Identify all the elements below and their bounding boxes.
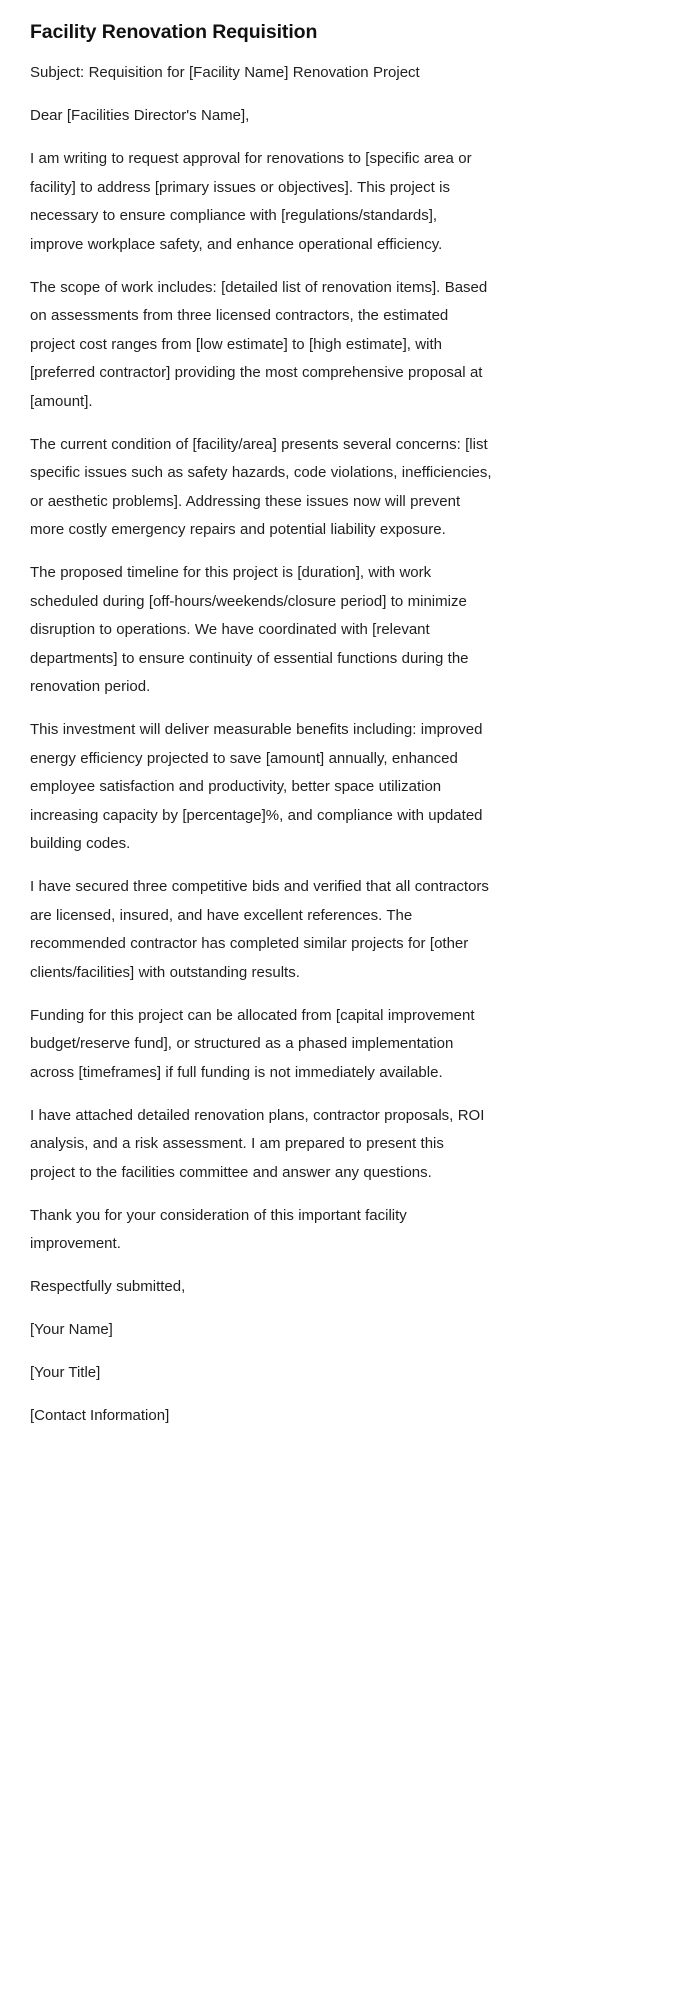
body-paragraph-6: I have secured three competitive bids and verified that all contractors are licensed, insured, and have excellent references. The recommended contractor has completed similar projects for [other clients/facilities] with outstanding results. <box>30 878 489 981</box>
body-paragraph-7: Funding for this project can be allocated from [capital improvement budget/reserve fund], or structured as a phased implementation across [timeframes] if full funding is not immediately available. <box>30 1006 475 1081</box>
signature-title: [Your Title] <box>30 1364 101 1381</box>
body-paragraph-4: The proposed timeline for this project is [duration], with work scheduled during [off-hours/weekends/closure period] to minimize disruption to operations. We have coordinated with [relevant departments] to ensure continuity of essential functions during the renovation period. <box>30 564 469 695</box>
page-title: Facility Renovation Requisition <box>30 21 318 43</box>
signature-name: [Your Name] <box>30 1321 113 1338</box>
body-paragraph-3: The current condition of [facility/area] presents several concerns: [list specific issues such as safety hazards, code violations, inefficiencies, or aesthetic problems]. Addressing these issues now will prevent more costly emergency repairs and potential liability exposure. <box>30 435 492 538</box>
closing-thanks-paragraph: Thank you for your consideration of this important facility improvement. <box>30 1206 407 1252</box>
body-paragraph-5: This investment will deliver measurable benefits including: improved energy efficiency projected to save [amount] annually, enhanced employee satisfaction and productivity, better space utilization increasing capacity by [percentage]%, and compliance with updated building codes. <box>30 721 483 852</box>
salutation: Dear [Facilities Director's Name], <box>30 107 250 124</box>
body-paragraph-1: I am writing to request approval for renovations to [specific area or facility] to address [primary issues or objectives]. This project is necessary to ensure compliance with [regulations/standards], improve workplace safety, and enhance operational efficiency. <box>30 150 472 253</box>
closing-salutation: Respectfully submitted, <box>30 1278 186 1295</box>
body-paragraph-8: I have attached detailed renovation plans, contractor proposals, ROI analysis, and a risk assessment. I am prepared to present this project to the facilities committee and answer any questions. <box>30 1106 485 1181</box>
body-paragraph-2: The scope of work includes: [detailed list of renovation items]. Based on assessments from three licensed contractors, the estimated project cost ranges from [low estimate] to [high estimate], with [preferred contractor] providing the most comprehensive proposal at [amount]. <box>30 278 488 410</box>
signature-contact: [Contact Information] <box>30 1407 170 1424</box>
subject-line: Subject: Requisition for [Facility Name] Renovation Project <box>30 64 420 81</box>
document-content <box>30 18 492 1431</box>
